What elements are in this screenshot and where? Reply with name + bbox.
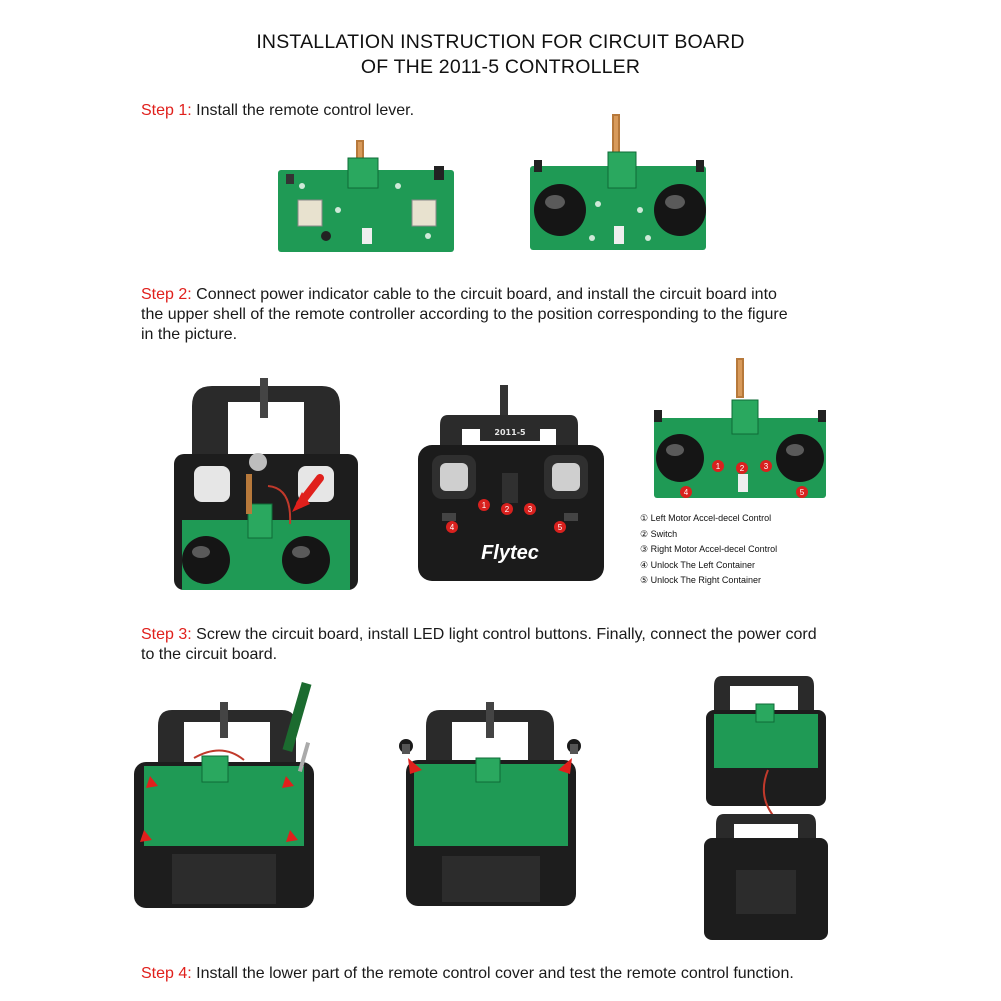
screw-pcb-image [132, 682, 328, 912]
step-1-label: Step 1: [141, 102, 192, 119]
marker-4: 4 [449, 523, 455, 532]
legend-item-1: ① Left Motor Accel-decel Control [640, 513, 772, 523]
step-1-text: Install the remote control lever. [196, 102, 415, 119]
upper-shell-with-pcb-image [172, 378, 360, 594]
title-line-2: OF THE 2011-5 CONTROLLER [360, 56, 641, 78]
marker-3: 3 [527, 505, 533, 514]
step-4-label: Step 4: [141, 965, 192, 982]
pcb-marker-2: 2 [739, 464, 745, 473]
pcb-markers-image [652, 358, 830, 502]
legend-item-3: ③ Right Motor Accel-decel Control [640, 544, 778, 554]
pcb-with-levers-image [528, 114, 714, 260]
legend-item-5: ⑤ Unlock The Right Container [640, 575, 761, 585]
step-2-line-2: the upper shell of the remote controller according to the position corresponding to the figure [141, 306, 788, 323]
step-2-line-3: in the picture. [141, 326, 238, 343]
step-3-line-1: Screw the circuit board, install LED light control buttons. Finally, connect the power cord [196, 626, 817, 643]
step-1 [141, 101, 414, 121]
page-subtitle [0, 56, 1001, 79]
pcb-marker-3: 3 [763, 462, 769, 471]
step-3-line-2: to the circuit board. [141, 646, 278, 663]
pcb-marker-5: 5 [799, 488, 805, 497]
legend-item-2: ② Switch [640, 528, 678, 539]
title-line-1: INSTALLATION INSTRUCTION FOR CIRCUIT BOARD [256, 31, 745, 53]
pcb-without-levers-image [278, 140, 464, 260]
marker-2: 2 [504, 505, 510, 514]
led-buttons-image [388, 688, 592, 910]
step-2 [141, 285, 788, 345]
page-title [0, 31, 1001, 54]
step-3-label: Step 3: [141, 626, 192, 643]
step-4-text: Install the lower part of the remote control cover and test the remote control function. [196, 965, 794, 982]
function-legend [640, 511, 777, 589]
power-cord-connection-image [702, 674, 830, 942]
brand-name-text: Flytec [481, 542, 539, 564]
marker-5: 5 [557, 523, 563, 532]
step-3 [141, 625, 817, 665]
step-4 [141, 964, 794, 984]
pcb-marker-4: 4 [683, 488, 689, 497]
step-2-label: Step 2: [141, 286, 192, 303]
pcb-marker-1: 1 [715, 462, 721, 471]
legend-item-4: ④ Unlock The Left Container [640, 559, 755, 570]
controller-model-text: 2011-5 [494, 428, 526, 437]
marker-1: 1 [481, 501, 487, 510]
controller-front-image [418, 385, 604, 581]
step-2-line-1: Connect power indicator cable to the circuit board, and install the circuit board into [196, 286, 777, 303]
